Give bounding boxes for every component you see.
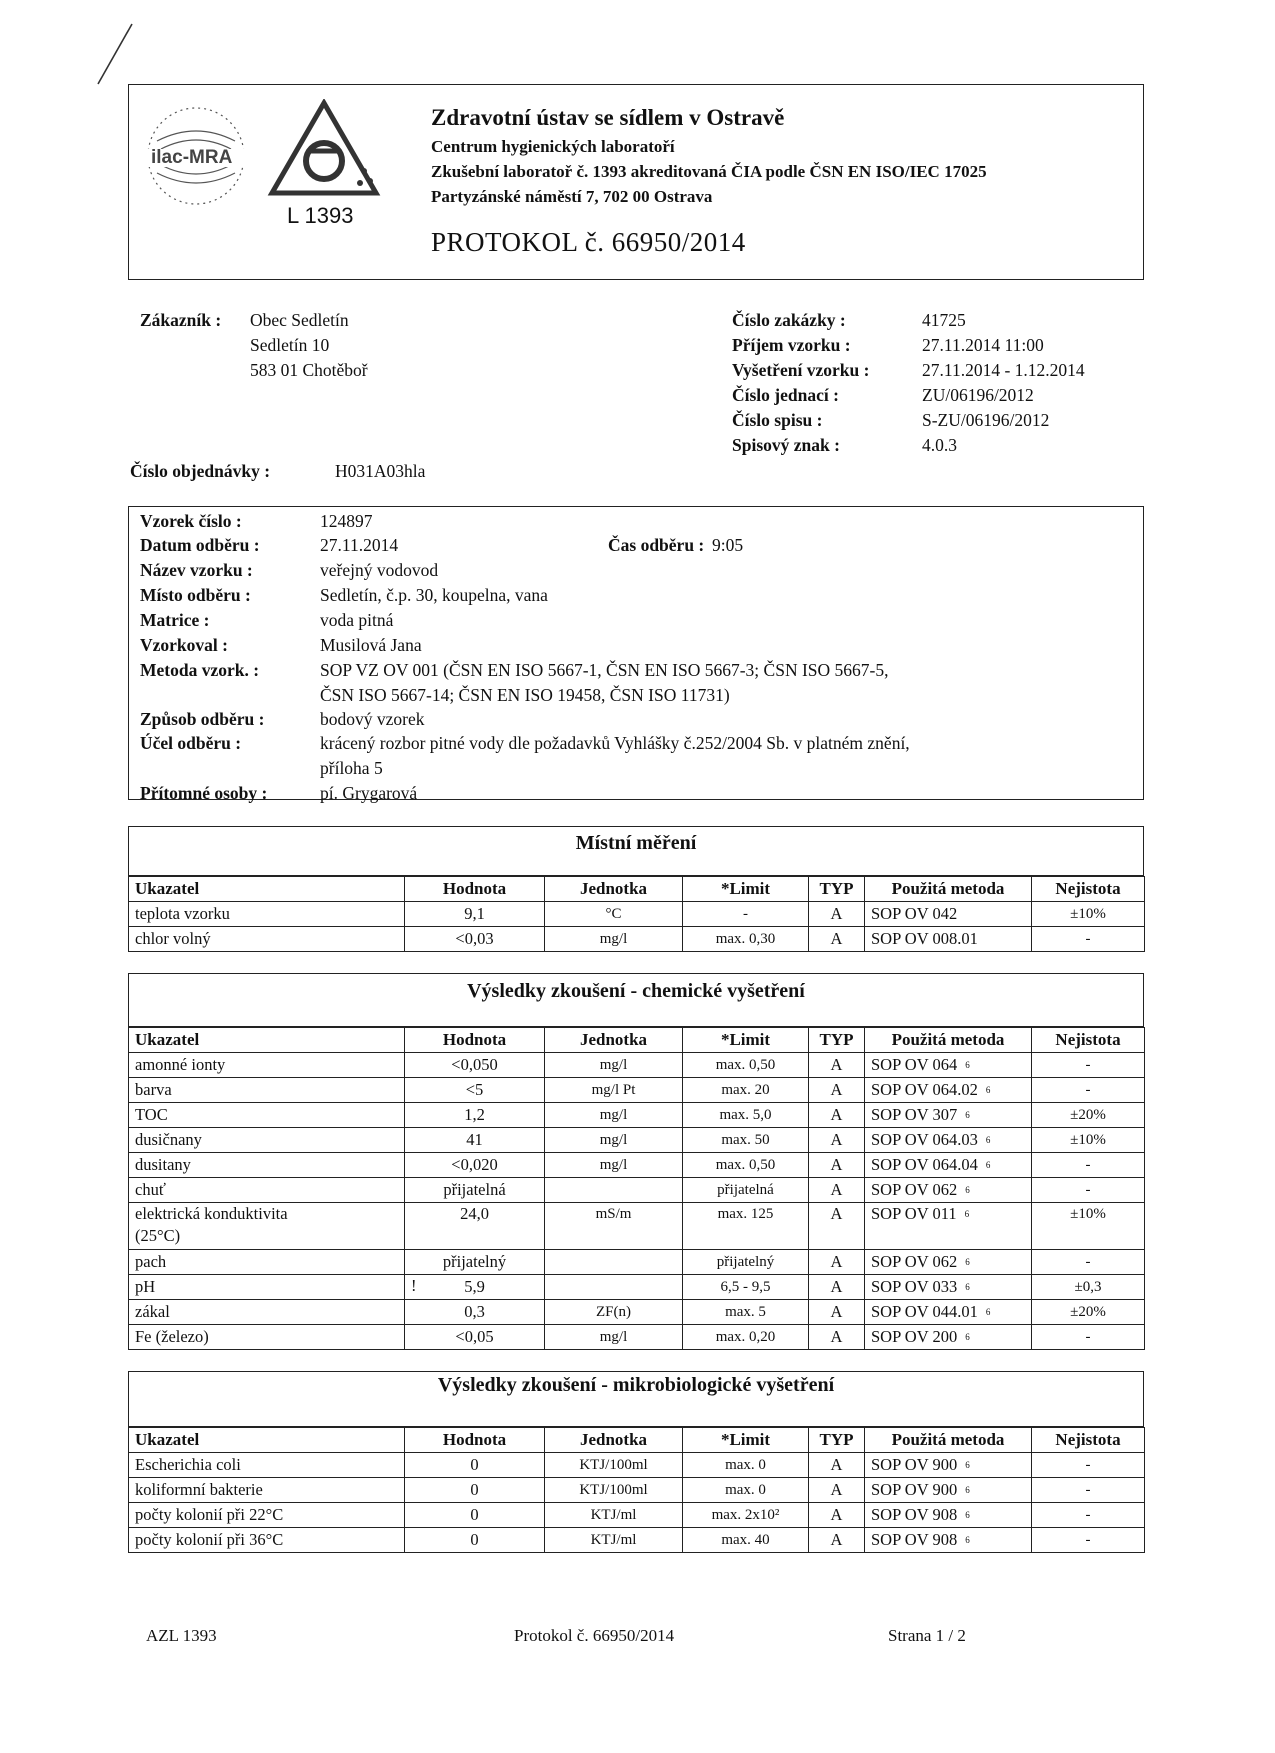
uncertainty: - [1032,927,1145,952]
result-value: 1,2 [464,1105,485,1124]
indicator-label: pach [135,1252,167,1271]
table-row [129,1178,1145,1203]
column-header: Ukazatel [129,877,405,902]
method: SOP OV 062 [871,1252,958,1271]
unit: mg/l Pt [545,1078,683,1103]
method: SOP OV 042 [871,904,958,923]
unit: mg/l [545,1053,683,1078]
method-note-mark: 6 [965,1257,970,1267]
uncertainty: ±20% [1032,1300,1145,1325]
unit: mS/m [545,1203,683,1250]
column-header: Ukazatel [129,1428,405,1453]
uncertainty: - [1032,1153,1145,1178]
sample-field-value: veřejný vodovod [320,560,439,580]
unit: mg/l [545,927,683,952]
indicator-name [129,1250,405,1275]
indicator-label-cont: (25°C) [135,1226,181,1245]
indicator-name [129,902,405,927]
method-note-mark: 6 [965,1185,970,1195]
method-cell [865,1275,1032,1300]
method: SOP OV 200 [871,1327,958,1346]
customer-label: Zákazník : [140,310,222,330]
accreditation-line: Zkušební laboratoř č. 1393 akreditovaná ČIA podle ČSN EN ISO/IEC 17025 [431,162,987,181]
type: A [809,902,865,927]
indicator-label: TOC [135,1105,168,1124]
sample-field-value: 27.11.2014 [320,535,399,555]
result-value: <0,05 [455,1327,494,1346]
type: A [809,1528,865,1553]
uncertainty: ±0,3 [1032,1275,1145,1300]
uncertainty: ±10% [1032,1203,1145,1250]
order-number-label: Číslo objednávky : [130,461,271,481]
order-info-label: Vyšetření vzorku : [732,360,870,380]
sample-field-value: pí. Grygarová [320,783,418,803]
uncertainty: - [1032,1503,1145,1528]
method: SOP OV 064.03 [871,1130,978,1149]
method: SOP OV 033 [871,1277,958,1296]
table-header-row [129,1028,1145,1053]
result-value-cell [405,1128,545,1153]
method-cell [865,1053,1032,1078]
result-value: 0 [470,1530,479,1549]
uncertainty: - [1032,1453,1145,1478]
method: SOP OV 900 [871,1480,958,1499]
indicator-label: amonné ionty [135,1055,226,1074]
table-row [129,1128,1145,1153]
customer-city: 583 01 Chotěboř [250,360,368,380]
method: SOP OV 908 [871,1505,958,1524]
indicator-name [129,1528,405,1553]
indicator-name [129,1053,405,1078]
type: A [809,1250,865,1275]
unit: KTJ/ml [545,1503,683,1528]
sampling-time-label: Čas odběru : [608,535,705,555]
method-note-mark: 6 [985,1135,991,1145]
limit: max. 5 [683,1300,809,1325]
micro-results-table [128,1427,1145,1553]
address-line: Partyzánské náměstí 7, 702 00 Ostrava [431,187,713,206]
uncertainty: - [1032,1078,1145,1103]
unit: ZF(n) [545,1300,683,1325]
type: A [809,1053,865,1078]
method-note-mark: 6 [965,1060,970,1070]
limit: max. 0,50 [683,1153,809,1178]
indicator-name [129,1275,405,1300]
sample-field-value: Musilová Jana [320,635,422,655]
chemical-results-title: Výsledky zkoušení - chemické vyšetření [467,980,805,1002]
sample-field-value: voda pitná [320,610,394,630]
column-header: TYP [809,1428,865,1453]
result-value-cell [405,1478,545,1503]
method-note-mark: 6 [965,1332,970,1342]
uncertainty: - [1032,1528,1145,1553]
type: A [809,1325,865,1350]
footer-protocol: Protokol č. 66950/2014 [514,1626,675,1645]
type: A [809,1300,865,1325]
column-header: Hodnota [405,1028,545,1053]
result-value: <0,020 [451,1155,498,1174]
sample-field-value: Sedletín, č.p. 30, koupelna, vana [320,585,548,605]
column-header: Jednotka [545,1428,683,1453]
customer-name: Obec Sedletín [250,310,349,330]
order-info-value: 27.11.2014 - 1.12.2014 [922,360,1085,380]
unit: mg/l [545,1325,683,1350]
table-header-row [129,877,1145,902]
local-measurement-title: Místní měření [575,832,697,854]
uncertainty: - [1032,1178,1145,1203]
method: SOP OV 011 [871,1204,957,1223]
type: A [809,1203,865,1250]
order-info-value: 27.11.2014 11:00 [922,335,1044,355]
uncertainty: ±20% [1032,1103,1145,1128]
method-cell [865,1325,1032,1350]
table-row [129,1453,1145,1478]
method-note-mark: 6 [964,1209,970,1219]
indicator-label: počty kolonií při 22°C [135,1505,284,1524]
unit: °C [545,902,683,927]
table-row [129,1053,1145,1078]
indicator-name [129,1478,405,1503]
indicator-label: elektrická konduktivita [135,1204,288,1223]
column-header: *Limit [683,877,809,902]
indicator-name [129,1325,405,1350]
header-box [128,84,1144,280]
sample-field-label: Datum odběru : [140,535,260,555]
table-row [129,1300,1145,1325]
sample-field-label: Přítomné osoby : [140,783,268,803]
result-value-cell [405,1528,545,1553]
column-header: *Limit [683,1028,809,1053]
limit: 6,5 - 9,5 [683,1275,809,1300]
table-row [129,1203,1145,1250]
result-value: 5,9 [464,1277,485,1296]
institute-name: Zdravotní ústav se sídlem v Ostravě [431,105,785,130]
type: A [809,927,865,952]
method-cell [865,1250,1032,1275]
method-cell [865,1128,1032,1153]
method: SOP OV 908 [871,1530,958,1549]
type: A [809,1275,865,1300]
method-cell [865,1203,1032,1250]
method: SOP OV 044.01 [871,1302,978,1321]
order-info-label: Číslo spisu : [732,410,823,430]
column-header: Jednotka [545,1028,683,1053]
chemical-results-table [128,1027,1145,1350]
column-header: Nejistota [1032,1028,1145,1053]
sample-field-label: Způsob odběru : [140,709,265,729]
type: A [809,1453,865,1478]
result-value-cell [405,1203,545,1250]
result-value-cell [405,1103,545,1128]
unit: mg/l [545,1153,683,1178]
column-header: Ukazatel [129,1028,405,1053]
result-value-cell [405,1078,545,1103]
sample-field-label: Název vzorku : [140,560,253,580]
method-cell [865,1478,1032,1503]
method-note-mark: 6 [965,1535,970,1545]
indicator-label: Fe (železo) [135,1327,209,1346]
limit: max. 40 [683,1528,809,1553]
order-number-value: H031A03hla [335,461,426,481]
unit: KTJ/ml [545,1528,683,1553]
method-cell [865,1453,1032,1478]
column-header: Použitá metoda [865,1028,1032,1053]
method-note-mark: 6 [965,1282,970,1292]
unit: mg/l [545,1128,683,1153]
type: A [809,1178,865,1203]
footer-page-number: Strana 1 / 2 [888,1626,966,1645]
result-value-cell [405,1178,545,1203]
indicator-label: pH [135,1277,156,1296]
limit: max. 20 [683,1078,809,1103]
table-row [129,1275,1145,1300]
result-value: 0 [470,1505,479,1524]
type: A [809,1103,865,1128]
result-value: 41 [466,1130,483,1149]
limit: max. 2x10² [683,1503,809,1528]
column-header: Nejistota [1032,1428,1145,1453]
type: A [809,1503,865,1528]
indicator-label: Escherichia coli [135,1455,241,1474]
unit: KTJ/100ml [545,1478,683,1503]
result-value: 0,3 [464,1302,485,1321]
sample-field-value: bodový vzorek [320,709,425,729]
method-note-mark: 6 [985,1160,991,1170]
table-row [129,1078,1145,1103]
method-note-mark: 6 [965,1110,970,1120]
indicator-label: dusitany [135,1155,191,1174]
method-note-mark: 6 [965,1485,970,1495]
sample-field-label: Vzorkoval : [140,635,228,655]
centre-name: Centrum hygienických laboratoří [431,137,675,156]
limit: max. 5,0 [683,1103,809,1128]
sample-field-value: SOP VZ OV 001 (ČSN EN ISO 5667-1, ČSN EN ISO 5667-3; ČSN ISO 5667-5, [320,660,889,680]
method-cell [865,1178,1032,1203]
type: A [809,1128,865,1153]
table-row [129,1250,1145,1275]
limit: max. 0 [683,1453,809,1478]
result-value-cell [405,902,545,927]
indicator-name [129,1178,405,1203]
sample-field-label: Metoda vzork. : [140,660,260,680]
indicator-name [129,1203,405,1250]
uncertainty: ±10% [1032,902,1145,927]
unit [545,1275,683,1300]
limit: max. 125 [683,1203,809,1250]
method-cell [865,1300,1032,1325]
column-header: TYP [809,877,865,902]
customer-street: Sedletín 10 [250,335,330,355]
table-row [129,1325,1145,1350]
indicator-name [129,1300,405,1325]
order-info-value: 4.0.3 [922,435,957,455]
unit: mg/l [545,1103,683,1128]
result-value-cell [405,1300,545,1325]
indicator-label: barva [135,1080,172,1099]
limit: - [683,902,809,927]
table-row [129,1153,1145,1178]
result-value: přijatelný [442,1252,507,1271]
sample-field-label: Účel odběru : [140,733,242,753]
indicator-label: koliformní bakterie [135,1480,263,1499]
column-header: Použitá metoda [865,1428,1032,1453]
indicator-name [129,1153,405,1178]
limit: max. 0,30 [683,927,809,952]
sample-field-label: Vzorek číslo : [140,511,242,531]
type: A [809,1078,865,1103]
result-value-cell [405,1250,545,1275]
indicator-name [129,1453,405,1478]
order-info-value: S-ZU/06196/2012 [922,410,1050,430]
method: SOP OV 064 [871,1055,958,1074]
result-value-cell [405,1053,545,1078]
column-header: Jednotka [545,877,683,902]
order-info-label: Číslo jednací : [732,385,839,405]
sampling-time-value: 9:05 [712,535,744,555]
order-info-label: Spisový znak : [732,435,840,455]
sample-field-value: krácený rozbor pitné vody dle požadavků Vyhlášky č.252/2004 Sb. v platném znění, [320,733,910,753]
method-cell [865,927,1032,952]
limit: max. 50 [683,1128,809,1153]
column-header: Použitá metoda [865,877,1032,902]
result-value-cell [405,1503,545,1528]
result-value: 24,0 [460,1204,489,1223]
order-info-value: 41725 [922,310,966,330]
table-header-row [129,1428,1145,1453]
indicator-label: chuť [135,1180,166,1199]
result-value-cell [405,1453,545,1478]
sample-field-value-cont: příloha 5 [320,758,383,778]
method-cell [865,1078,1032,1103]
table-row [129,1528,1145,1553]
method-note-mark: 6 [965,1510,970,1520]
column-header: *Limit [683,1428,809,1453]
cia-triangle-emblem [264,99,384,199]
table-row [129,1503,1145,1528]
result-value: <0,050 [451,1055,498,1074]
indicator-name [129,1503,405,1528]
indicator-name [129,1103,405,1128]
method-cell [865,1103,1032,1128]
sample-field-value: 124897 [320,511,373,531]
result-value-cell [405,927,545,952]
unit [545,1178,683,1203]
result-value: přijatelná [443,1180,506,1199]
unit: KTJ/100ml [545,1453,683,1478]
type: A [809,1153,865,1178]
uncertainty: ±10% [1032,1128,1145,1153]
method-cell [865,1528,1032,1553]
ilac-mra-logo-text: ilac-MRA [151,147,233,168]
limit-exceeded-flag: ! [411,1276,417,1295]
order-info-label: Příjem vzorku : [732,335,851,355]
method-cell [865,902,1032,927]
sample-field-label: Místo odběru : [140,585,251,605]
result-value-cell [405,1275,545,1300]
indicator-name [129,1078,405,1103]
uncertainty: - [1032,1325,1145,1350]
limit: přijatelný [683,1250,809,1275]
result-value: <5 [465,1080,484,1099]
micro-results-title: Výsledky zkoušení - mikrobiologické vyšetření [437,1374,835,1396]
result-value: 0 [470,1455,479,1474]
order-info-value: ZU/06196/2012 [922,385,1034,405]
method-cell [865,1503,1032,1528]
indicator-label: zákal [135,1302,170,1321]
limit: max. 0,50 [683,1053,809,1078]
indicator-name [129,927,405,952]
method: SOP OV 064.04 [871,1155,978,1174]
method-cell [865,1153,1032,1178]
method: SOP OV 307 [871,1105,958,1124]
result-value: 9,1 [464,904,485,923]
indicator-label: chlor volný [135,929,211,948]
indicator-label: počty kolonií při 36°C [135,1530,284,1549]
indicator-name [129,1128,405,1153]
sample-field-value-cont: ČSN ISO 5667-14; ČSN EN ISO 19458, ČSN ISO 11731) [320,685,730,705]
table-row [129,902,1145,927]
column-header: Nejistota [1032,877,1145,902]
method: SOP OV 062 [871,1180,958,1199]
indicator-label: dusičnany [135,1130,202,1149]
column-header: Hodnota [405,1428,545,1453]
method: SOP OV 064.02 [871,1080,978,1099]
table-row [129,927,1145,952]
method-note-mark: 6 [985,1085,991,1095]
result-value: 0 [470,1480,479,1499]
method-note-mark: 6 [965,1460,970,1470]
method-note-mark: 6 [985,1307,991,1317]
sample-field-label: Matrice : [140,610,210,630]
limit: max. 0,20 [683,1325,809,1350]
method: SOP OV 008.01 [871,929,978,948]
method: SOP OV 900 [871,1455,958,1474]
pen-mark [90,20,140,90]
column-header: TYP [809,1028,865,1053]
result-value-cell [405,1325,545,1350]
column-header: Hodnota [405,877,545,902]
table-row [129,1103,1145,1128]
local-measurement-table [128,876,1145,952]
limit: přijatelná [683,1178,809,1203]
uncertainty: - [1032,1478,1145,1503]
table-row [129,1478,1145,1503]
lab-code: L 1393 [287,203,354,228]
unit [545,1250,683,1275]
result-value-cell [405,1153,545,1178]
protocol-title: PROTOKOL č. 66950/2014 [431,227,746,257]
limit: max. 0 [683,1478,809,1503]
uncertainty: - [1032,1250,1145,1275]
type: A [809,1478,865,1503]
indicator-label: teplota vzorku [135,904,230,923]
order-info-label: Číslo zakázky : [732,310,846,330]
uncertainty: - [1032,1053,1145,1078]
footer-lab-code: AZL 1393 [146,1626,217,1645]
result-value: <0,03 [455,929,494,948]
